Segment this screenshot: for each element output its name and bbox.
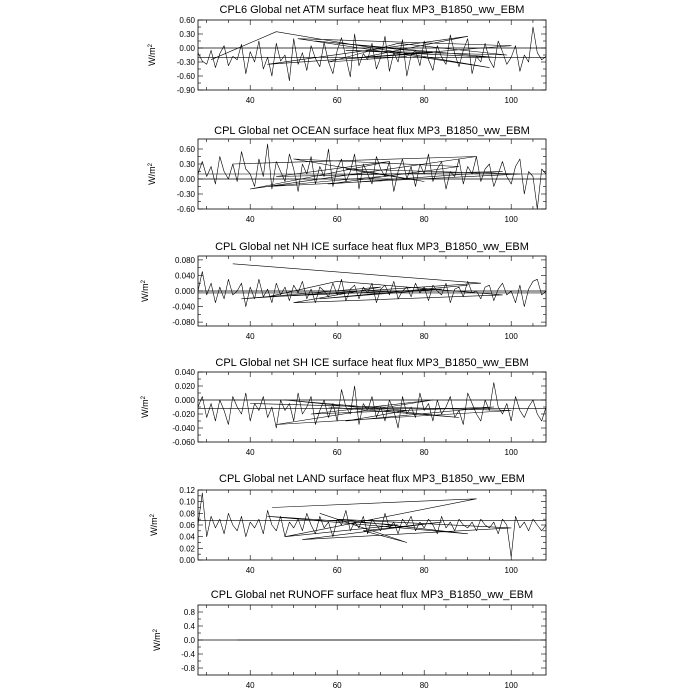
y-tick-label: -0.60 bbox=[176, 205, 195, 214]
panel-nh-ice bbox=[140, 241, 546, 341]
y-tick-label: -0.060 bbox=[172, 438, 195, 447]
panel-title: CPL Global net NH ICE surface heat flux MP3_B1850_ww_EBM bbox=[215, 241, 529, 253]
x-tick-label: 80 bbox=[419, 96, 429, 105]
x-tick-label: 60 bbox=[332, 448, 342, 457]
y-tick-label: 0.60 bbox=[179, 145, 195, 154]
y-tick-label: 0.00 bbox=[179, 556, 195, 565]
y-axis-label: $W/m^2$ bbox=[147, 44, 157, 66]
y-axis-label: $W/m^2$ bbox=[147, 163, 157, 185]
data-marks bbox=[198, 27, 546, 81]
y-axis bbox=[181, 608, 546, 673]
plot-frame bbox=[198, 20, 546, 90]
y-tick-label: 0.06 bbox=[179, 521, 195, 530]
panel-title: CPL Global net SH ICE surface heat flux MP3_B1850_ww_EBM bbox=[215, 357, 529, 369]
plot-frame bbox=[198, 490, 546, 560]
panel-title: CPL Global net LAND surface heat flux MP3_B1850_ww_EBM bbox=[219, 473, 525, 485]
y-tick-label: 0.080 bbox=[174, 255, 195, 265]
x-tick-label: 100 bbox=[504, 96, 518, 105]
y-axis bbox=[177, 16, 546, 95]
y-tick-label: 0.040 bbox=[174, 368, 195, 377]
panel-runoff bbox=[152, 589, 546, 690]
series-line-overlay bbox=[233, 157, 520, 190]
y-tick-label: 0.10 bbox=[179, 497, 195, 507]
series-line-overlay bbox=[268, 499, 512, 543]
panel-title: CPL Global net RUNOFF surface heat flux MP3_B1850_ww_EBM bbox=[210, 589, 534, 601]
y-tick-label: 0.00 bbox=[179, 175, 195, 184]
y-tick-label: -0.30 bbox=[176, 190, 195, 199]
x-tick-label: 60 bbox=[332, 566, 342, 575]
y-tick-label: -0.080 bbox=[172, 318, 195, 328]
y-tick-label: 0.0 bbox=[183, 636, 195, 645]
x-tick-label: 60 bbox=[332, 96, 342, 105]
y-axis-label: $W/m^2$ bbox=[152, 629, 162, 651]
y-tick-label: 0.60 bbox=[179, 16, 195, 25]
x-axis bbox=[207, 20, 533, 105]
y-tick-label: -0.8 bbox=[181, 664, 195, 673]
x-tick-label: 40 bbox=[245, 566, 255, 575]
y-tick-label: 0.02 bbox=[179, 544, 195, 554]
y-tick-label: 0.000 bbox=[174, 396, 195, 405]
panel-sh-ice bbox=[140, 357, 546, 457]
panel-land bbox=[149, 473, 546, 575]
y-tick-label: -0.040 bbox=[172, 424, 195, 433]
y-tick-label: 0.000 bbox=[174, 287, 195, 296]
y-tick-label: -0.30 bbox=[176, 58, 195, 67]
y-tick-label: 0.30 bbox=[179, 160, 195, 169]
x-tick-label: 40 bbox=[245, 96, 255, 105]
x-tick-label: 100 bbox=[504, 448, 518, 457]
x-tick-label: 100 bbox=[504, 681, 518, 690]
x-tick-label: 40 bbox=[245, 332, 255, 341]
series-line-overlay bbox=[233, 264, 503, 303]
y-axis-label: $W/m^2$ bbox=[149, 514, 159, 536]
y-tick-label: -0.90 bbox=[176, 86, 195, 95]
x-tick-label: 40 bbox=[245, 681, 255, 690]
panel-title: CPL6 Global net ATM surface heat flux MP3_B1850_ww_EBM bbox=[219, 4, 525, 16]
x-tick-label: 40 bbox=[245, 215, 255, 224]
data-marks bbox=[198, 383, 546, 429]
y-tick-label: -0.020 bbox=[172, 410, 195, 419]
x-tick-label: 40 bbox=[245, 448, 255, 457]
series-line-annual bbox=[198, 144, 546, 209]
x-tick-label: 80 bbox=[419, 448, 429, 457]
panel-title: CPL Global net OCEAN surface heat flux MP3_B1850_ww_EBM bbox=[214, 125, 530, 137]
x-tick-label: 100 bbox=[504, 332, 518, 341]
series-line-annual bbox=[198, 493, 546, 557]
panel-ocean bbox=[147, 125, 546, 224]
y-tick-label: -0.4 bbox=[181, 650, 195, 659]
series-line-overlay bbox=[211, 32, 511, 68]
y-tick-label: -0.60 bbox=[176, 72, 195, 81]
data-marks bbox=[198, 493, 546, 557]
y-tick-label: 0.04 bbox=[179, 532, 195, 542]
y-tick-label: 0.8 bbox=[183, 608, 195, 617]
data-marks bbox=[198, 144, 546, 209]
x-axis bbox=[207, 256, 533, 341]
x-tick-label: 60 bbox=[332, 215, 342, 224]
panel-atm bbox=[147, 4, 546, 105]
y-tick-label: 0.00 bbox=[179, 44, 195, 53]
y-tick-label: 0.12 bbox=[179, 486, 195, 495]
y-tick-label: -0.040 bbox=[172, 302, 195, 312]
y-tick-label: 0.4 bbox=[183, 622, 195, 631]
x-axis bbox=[207, 605, 533, 690]
x-tick-label: 80 bbox=[419, 215, 429, 224]
y-axis-label: $W/m^2$ bbox=[140, 396, 150, 418]
y-axis bbox=[172, 256, 546, 327]
y-tick-label: 0.040 bbox=[174, 271, 195, 281]
x-tick-label: 80 bbox=[419, 566, 429, 575]
x-tick-label: 60 bbox=[332, 332, 342, 341]
x-tick-label: 80 bbox=[419, 681, 429, 690]
series-line-annual bbox=[198, 272, 546, 307]
y-tick-label: 0.020 bbox=[174, 382, 195, 391]
x-tick-label: 100 bbox=[504, 566, 518, 575]
y-axis-label: $W/m^2$ bbox=[140, 280, 150, 302]
x-tick-label: 100 bbox=[504, 215, 518, 224]
data-marks bbox=[198, 264, 546, 307]
x-tick-label: 60 bbox=[332, 681, 342, 690]
x-axis bbox=[207, 372, 533, 457]
x-tick-label: 80 bbox=[419, 332, 429, 341]
y-tick-label: 0.08 bbox=[179, 509, 195, 519]
series-line-annual bbox=[198, 383, 546, 429]
y-tick-label: 0.30 bbox=[179, 30, 195, 39]
